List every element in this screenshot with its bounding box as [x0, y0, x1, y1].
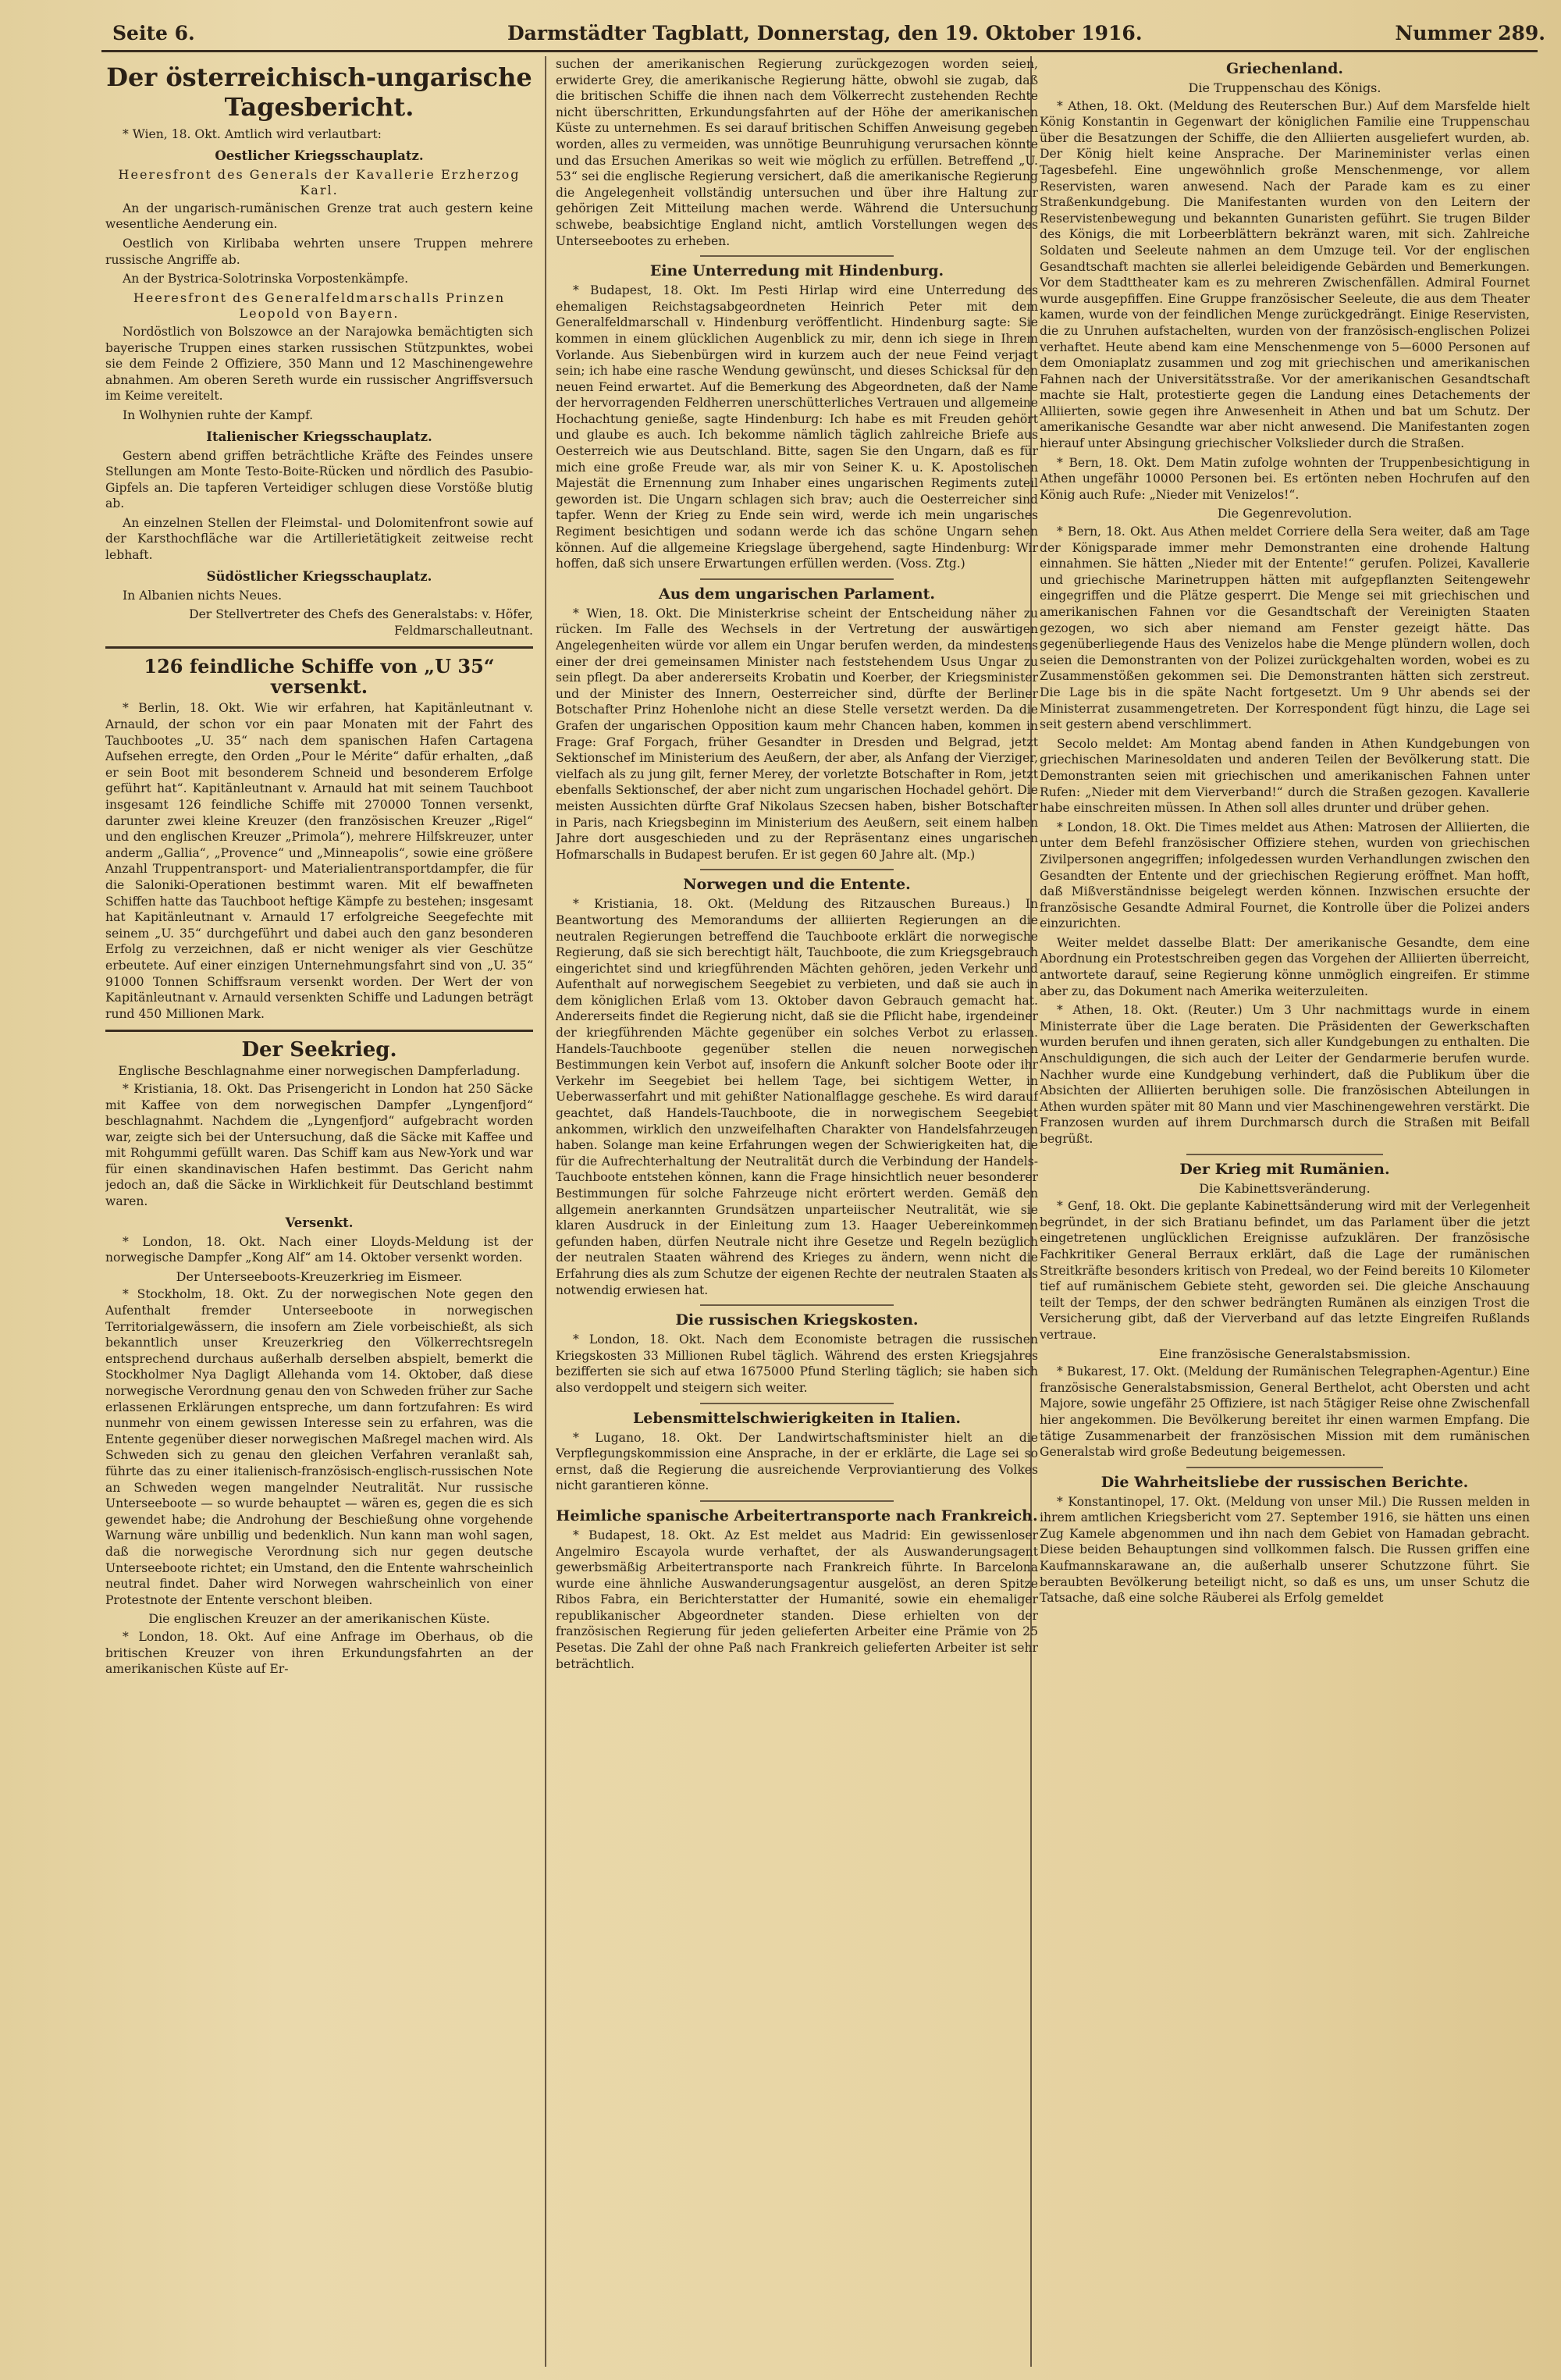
subheading-mission: Eine französische Generalstabsmission. [1158, 1346, 1411, 1361]
section-divider [700, 255, 893, 257]
subheading-cabinet: Die Kabinettsveränderung. [1199, 1180, 1371, 1196]
subheading-troop-review: Die Truppenschau des Königs. [1188, 80, 1381, 95]
section-divider [700, 869, 893, 870]
heading-russian-costs: Die russischen Kriegskosten. [675, 1311, 919, 1329]
paragraph: * Kristiania, 18. Okt. Das Prisengericht in London hat 250 Säcke mit Kaffee von dem norwegischen Dampfer „Lyngenfjord“ beschlagnahmt. Nachdem die „Lyngenfjord“ aufgebracht worden war, zeigte sich bei der Untersuchung, daß die Säcke mit Kaffee und mit Rohgummi gefüllt waren. Das Schiff kam aus New-York und war für einen skandinavischen Hafen bestimmt. Das Gericht nahm jedoch an, daß die Säcke in Wirklichkeit für Deutschland bestimmt waren. [105, 1081, 533, 1209]
section-divider [105, 1030, 533, 1032]
paragraph: * Konstantinopel, 17. Okt. (Meldung von unser Mil.) Die Russen melden in ihrem amtlichen Kriegsbericht vom 27. September 1916, sie hätten uns einen Zug Kamele abgenommen und ihn nach dem Gebiet von Hamadan gebracht. Diese beiden Behauptungen sind vollkommen falsch. Die Russen griffen eine Kaufmannskarawane an, die außerhalb unserer Schutzzone führt. Sie beraubten Bevölkerung beteiligt nicht, so daß es uns, um unser Schutz die Tatsache, daß eine solche Räuberei als Erfolg gemeldet [1040, 1494, 1530, 1606]
headline-austro-hungarian-report: Der österreichisch-ungarische Tagesbericht. [106, 62, 532, 122]
masthead-rule [101, 50, 1538, 52]
paragraph: * Bern, 18. Okt. Dem Matin zufolge wohnten der Truppenbesichtigung in Athen ungefähr 10000 Personen bei. Es ertönten neben Hochrufen auf den König auch Rufe: „Nieder mit Venizelos!“. [1040, 455, 1530, 502]
heading-eastern-front: Oestlicher Kriegsschauplatz. [215, 148, 424, 163]
paragraph: * Bern, 18. Okt. Aus Athen meldet Corriere della Sera weiter, daß am Tage der Königsparade immer mehr Demonstranten eine drohende Haltung einnahmen. Sie hätten „Nieder mit der Entente!“ gerufen. Polizei, Kavallerie und griechische Marinetruppen hätten mit aufgepflanzten Seitengewehr eingegriffen und die Plätze gesperrt. Die Menge sei mit griechischen und amerikanischen Fahnen vor die Gesandtschaft der Vereinigten Staaten gezogen, wo sich aber niemand am Fenster gezeigt hätte. Das gegenüberliegende Haus des Venizelos habe die Menge plündern wollen, doch seien die Demonstranten von der Polizei zurückgehalten worden, wobei es zu Zusammenstößen gekommen sei. Die Demonstranten hätten sich zerstreut. Die Lage bis in die späte Nacht fortgesetzt. Um 9 Uhr abends sei der Ministerrat zusammengetreten. Der Korrespondent fügt hinzu, die Lage sei seit gestern abend verschlimmert. [1040, 525, 1530, 732]
page-label: Seite 6. [112, 22, 195, 44]
paragraph: * Budapest, 18. Okt. Az Est meldet aus Madrid: Ein gewissenloser Angelmiro Escayola wurde verhaftet, der als Auswanderungsagent gewerbsmäßig Arbeitertransporte nach Frankreich führte. In Barcelona wurde eine ähnliche Auswanderungsagentur ausgelöst, an deren Spitze Ribos Fabra, ein Berichterstatter der Humanité, sowie ein ehemaliger republikanischer Abgeordneter standen. Diese erhielten von der französischen Regierung für jeden gelieferten Arbeiter eine Prämie von 25 Pesetas. Die Zahl der ohne Paß nach Frankreich gelieferten Arbeiter ist sehr beträchtlich. [556, 1528, 1038, 1671]
paragraph: * London, 18. Okt. Nach dem Economiste betragen die russischen Kriegskosten 33 Millionen Rubel täglich. Während des ersten Kriegsjahres bezifferten sie sich auf etwa 1675000 Pfund Sterling täglich; sie haben sich also verdoppelt und steigern sich weiter. [556, 1332, 1038, 1395]
section-divider [1186, 1154, 1382, 1155]
subheading-uboat-arctic: Der Unterseeboots-Kreuzerkrieg im Eismeer. [176, 1268, 463, 1284]
paragraph: * Kristiania, 18. Okt. (Meldung des Ritzauschen Bureaus.) In Beantwortung des Memorandums der alliierten Regierungen an die neutralen Regierungen betreffend die Tauchboote erklärt die norwegische Regierung, daß sie sich berechtigt hält, Tauchboote, die zum Kriegsgebrauch eingerichtet sind und kriegführenden Mächten gehören, jeden Verkehr und Aufenthalt auf norwegischem Seegebiet zu verbieten, und daß sie auch in dem königlichen Erlaß vom 13. Oktober davon Gebrauch gemacht hat. Andererseits findet die Regierung nicht, daß sie die Pflicht habe, irgendeiner der kriegführenden Mächte gegenüber ein solches Verbot zu erlassen. Handels-Tauchboote gegenüber stellen die neuen norwegischen Bestimmungen kein Verbot auf, insofern die Ankunft solcher Boote oder ihr Verkehr im Seegebiet bei hellem Tage, bei sichtigem Wetter, in Ueberwasserfahrt und mit gehißter Nationalflagge geschehe. Es wird darauf geachtet, daß Handels-Tauchboote, die in norwegischem Seegebiet ankommen, wirklich den unzweifelhaften Charakter von Handelsfahrzeugen haben. Solange man keine Erfahrungen wegen der Schwierigkeiten hat, die für die Aufrechterhaltung der Neutralität durch die Verbindung der Handels-Tauchboote entstehen können, kann die Frage hinsichtlich neuer besonderer Bestimmungen für solche Fahrzeuge nicht erörtert werden. Gemäß den allgemein anerkannten Grundsätzen unparteiischer Neutralität, wie sie klaren Ausdruck in der Einleitung zum 13. Haager Uebereinkommen gefunden haben, dürfen Neutrale nicht ihre Gesetze und Regeln bezüglich der neutralen Staaten während des Krieges zu ändern, wenn nicht die Erfahrung dies als zum Schutze der eigenen Rechte der neutralen Staaten als notwendig erwiesen hat. [556, 897, 1038, 1297]
heading-sunk: Versenkt. [285, 1215, 354, 1230]
section-divider [700, 1403, 893, 1404]
heading-romania-war: Der Krieg mit Rumänien. [1179, 1160, 1390, 1178]
heading-italy-food: Lebensmittelschwierigkeiten in Italien. [632, 1409, 962, 1427]
masthead [78, 17, 1545, 48]
subheading-front-karl: Heeresfront des Generals der Kavallerie Erzherzog Karl. [118, 166, 521, 198]
section-divider [105, 646, 533, 649]
heading-spanish-workers: Heimliche spanische Arbeitertransporte nach Frankreich. [556, 1507, 1038, 1524]
dateline: * Wien, 18. Okt. Amtlich wird verlautbart: [123, 127, 382, 141]
heading-parliament: Aus dem ungarischen Parlament. [658, 585, 936, 603]
headline-naval-war: Der Seekrieg. [241, 1038, 397, 1062]
heading-greece: Griechenland. [1225, 60, 1344, 77]
heading-russian-reports: Die Wahrheitsliebe der russischen Berichte. [1101, 1473, 1469, 1491]
section-divider [1186, 1467, 1382, 1468]
column-2 [556, 56, 1038, 2367]
paragraph: * Stockholm, 18. Okt. Zu der norwegischen Note gegen den Aufenthalt fremder Unterseeboote in norwegischen Territorialgewässern, die insofern am Ziele vorbeischießt, als sich bekanntlich unser Kreuzerkrieg den Völkerrechtsregeln entsprechend durchaus außerhalb derselben abspielt, bemerkt die Stockholmer Nya Dagligt Allehanda vom 14. Oktober, daß diese norwegische Verordnung genau den von Schweden früher zur Sache erlassenen Erklärungen entspreche, um dann fortzufahren: Es wird nunmehr von einem gewissen Interesse sein zu erfahren, was die Entente gegenüber dieser norwegischen Maßregel machen wird. Als Schweden sich zu genau den gleichen Verfahren veranlaßt sah, führte das zu einer italienisch-französisch-englisch-russischen Note an Schweden wegen mangelnder Neutralität. Nur russische Unterseeboote — so wurde behauptet — wären es, gegen die es sich gewendet habe; die Androhung der Beschießung ohne vorgehende Warnung wäre unbillig und bedenklich. Nun kann man wohl sagen, daß die norwegische Verordnung sich nur gegen deutsche Unterseeboote richtet; ein Umstand, den die Entente wahrscheinlich neutral findet. Daher wird Norwegen wahrscheinlich von einer Protestnote der Entente verschont bleiben. [105, 1287, 533, 1607]
heading-norway-entente: Norwegen und die Entente. [683, 876, 911, 894]
issue-number: Nummer 289. [1395, 22, 1545, 44]
headline-u35: 126 feindliche Schiffe von „U 35“ versenkt. [144, 655, 495, 699]
heading-southeast-front: Südöstlicher Kriegsschauplatz. [206, 568, 432, 584]
paragraph: Gestern abend griffen beträchtliche Kräfte des Feindes unsere Stellungen am Monte Testo-Boite-Rücken und nördlich des Pasubio-Gipfels an. Die tapferen Verteidiger schlugen diese Vorstöße blutig ab. [105, 448, 533, 511]
column-divider-1 [545, 56, 546, 2367]
paragraph: * Lugano, 18. Okt. Der Landwirtschaftsminister hielt an die Verpflegungskommission eine Ansprache, in der er erklärte, die Lage sei so ernst, daß die Regierung die ausreichende Verproviantierung des Volkes nicht garantieren könne. [556, 1430, 1038, 1493]
paragraph: * Bukarest, 17. Okt. (Meldung der Rumänischen Telegraphen-Agentur.) Eine französische Generalstabsmission, General Berthelot, acht Obersten und acht Majore, sowie ungefähr 25 Offiziere, ist nach 5tägiger Reise ohne Zwischenfall hier angekommen. Die Bevölkerung bereitet ihr einen warmen Empfang. Die tätige Zusammenarbeit der französischen Mission mit dem rumänischen Generalstab wird große Bedeutung beigemessen. [1040, 1364, 1530, 1460]
heading-hindenburg: Eine Unterredung mit Hindenburg. [649, 262, 944, 280]
paragraph: * Budapest, 18. Okt. Im Pesti Hirlap wird eine Unterredung des ehemaligen Reichstagsabgeordneten Heinrich Peter mit dem Generalfeldmarschall v. Hindenburg veröffentlicht. Hindenburg sagte: Sie kommen in einem glücklichen Augenblick zu mir, denn ich siege in Ihrem Vorlande. Aus Siebenbürgen wird in kurzem auch der neue Feind verjagt sein; ich habe eine rasche Wendung gewünscht, und dieses Schicksal für den neuen Feind erwartet. Auf die Bemerkung des Abgeordneten, daß der Name der hervorragenden Feldherren unerschütterliches Vertrauen und allgemeine Hochachtung genieße, sagte Hindenburg: Ich habe es mit Freuden gehört und glaube es auch. Ich bekomme nämlich täglich zahlreiche Briefe aus Oesterreich wie aus Deutschland. Bitte, sagen Sie den Ungarn, daß es für mich eine große Freude war, als mir von Seiner K. u. K. Apostolischen Majestät die Ernennung zum Inhaber eines ungarischen Regiments zuteil geworden ist. Die Ungarn schlagen sich brav; auch die Oesterreicher sind tapfer. Wenn der Krieg zu Ende sein wird, werde ich mein ungarisches Regiment besichtigen und sodann werde ich das schöne Ungarn sehen können. Auf die allgemeine Kriegslage übergehend, sagte Hindenburg: Wir hoffen, daß sich unsere Erwartungen erfüllen werden. (Voss. Ztg.) [556, 283, 1038, 571]
paragraph: * Genf, 18. Okt. Die geplante Kabinettsänderung wird mit der Verlegenheit begründet, in der sich Bratianu befindet, um das Parlament über die jetzt eingetretenen unglücklichen Ereignisse aufzuklären. Der französische Fachkritiker General Berraux erklärt, daß die Lage der rumänischen Streitkräfte besonders kritisch von Predeal, wo der Feind bereits 10 Kilometer tief auf rumänischem Gebiete steht, geworden sei. Die gleiche Anschauung teilt der Temps, der den schwer bedrängten Rumänen als einzigen Trost die Versicherung gibt, daß der Vierverband auf das letzte Eingreifen Rußlands vertraue. [1040, 1199, 1530, 1342]
column-1 [105, 56, 533, 2367]
signature: Der Stellvertreter des Chefs des Generalstabs: v. Höfer, Feldmarschalleutnant. [189, 607, 533, 638]
paragraph: An der Bystrica-Solotrinska Vorpostenkämpfe. [123, 272, 409, 286]
paragraph: * Wien, 18. Okt. Die Ministerkrise scheint der Entscheidung näher zu rücken. Im Falle des Wechsels in der Vertretung der auswärtigen Angelegenheiten würde vor allem ein Ungar berufen werden, da mindestens einer der drei gemeinsamen Minister nach feststehendem Usus Ungar zu sein pflegt. Da aber andererseits Krobatin und Koerber, der Kriegsminister und der Minister des Innern, Oesterreicher sind, dürfte der Berliner Botschafter Prinz Hohenlohe nicht an diese Stelle versetzt werden. Da die Grafen der ungarischen Opposition kaum mehr Chancen haben, kommen in Frage: Graf Forgach, früher Gesandter in Dresden und Belgrad, jetzt Sektionschef im Ministerium des Aeußern, der aber, als Anfang der Vierziger, vielfach als zu jung gilt, ferner Merey, der vorletzte Botschafter in Rom, jetzt ebenfalls Sektionschef, der aber nicht zum ungarischen Hochadel gehört. Die meisten Aussichten dürfte Graf Nikolaus Szecsen haben, bisher Botschafter in Paris, nach Kriegsbeginn im Ministerium des Aeußern, seit einem halben Jahre dort ausgeschieden und zu der Repräsentanz eines ungarischen Hofmarschalls in Budapest berufen. Er ist gegen 60 Jahre alt. (Mp.) [556, 606, 1038, 862]
heading-italian-front: Italienischer Kriegsschauplatz. [206, 429, 432, 444]
column-3 [1040, 56, 1530, 2367]
paragraph: * Athen, 18. Okt. (Meldung des Reuterschen Bur.) Auf dem Marsfelde hielt König Konstantin in Gegenwart der königlichen Familie eine Truppenschau über die Besatzungen der Schiffe, die den Alliierten ausgeliefert wurden, ab. Der König hielt keine Ansprache. Der Marineminister verlas einen Tagesbefehl. Eine ungewöhnlich große Menschenmenge, vor allem Reservisten, waren anwesend. Nach der Parade kam es zu einer Straßenkundgebung. Die Manifestanten wurden von den Leitern der Reservistenbewegung und bekannten Gunaristen geführt. Sie trugen Bilder des Königs, die mit Lorbeerblättern bekränzt waren, mit sich. Zahlreiche Soldaten und Seeleute nahmen an dem Umzuge teil. Vor der englischen Gesandtschaft machten sie allerlei beleidigende Gebärden und Bemerkungen. Vor dem Stadttheater kam es zu mehreren Zwischenfällen. Admiral Fournet wurde ausgepfiffen. Eine Gruppe französischer Seeleute, die aus dem Theater kamen, wurde von der feindlichen Menge zurückgedrängt. Einige Reservisten, die zu Unruhen aufstachelten, wurden von der französisch-englischen Polizei verhaftet. Heute abend kam eine Menschenmenge von 5—6000 Personen auf dem Omoniaplatz zusammen und zog mit griechischen und amerikanischen Fahnen nach der Universitätsstraße. Vor der amerikanischen Gesandtschaft machte sie Halt, protestierte gegen die Landung eines Detachements der Alliierten, sowie gegen ihre Anwesenheit in Athen und bat um Schutz. Der amerikanische Gesandte war aber nicht anwesend. Die Manifestanten zogen hierauf unter Absingung griechischer Volkslieder durch die Straßen. [1040, 98, 1530, 451]
section-divider [700, 578, 893, 580]
paragraph: * London, 18. Okt. Nach einer Lloyds-Meldung ist der norwegische Dampfer „Kong Alf“ am 14. Oktober versenkt worden. [105, 1234, 533, 1265]
paragraph: Oestlich von Kirlibaba wehrten unsere Truppen mehrere russische Angriffe ab. [105, 236, 533, 267]
paragraph: * Athen, 18. Okt. (Reuter.) Um 3 Uhr nachmittags wurde in einem Ministerrate über die Lage beraten. Die Präsidenten der Gewerkschaften wurden berufen und ihnen geraten, sich aller Kundgebungen zu enthalten. Die Anschuldigungen, die sich auch der Leiter der Gendarmerie berufen wurde. Nachher wurde eine Kundgebung verhindert, daß die Publikum über die Absichten der Alliierten beruhigen solle. Die französischen Abteilungen in Athen wurden später mit 80 Mann und vier Maschinengewehren verstärkt. Die Franzosen wurden auf ihrem Durchmarsch durch die Straßen mit Beifall begrüßt. [1040, 1003, 1530, 1146]
paragraph: Weiter meldet dasselbe Blatt: Der amerikanische Gesandte, dem eine Abordnung ein Protestschreiben gegen das Vorgehen der Alliierten überreicht, antwortete darauf, seine Regierung könne unmöglich eingreifen. Er stimme aber zu, das Dokument nach Amerika weiterzuleiten. [1040, 935, 1530, 998]
section-divider [700, 1304, 893, 1306]
paragraph: In Albanien nichts Neues. [123, 588, 283, 603]
paragraph: * London, 18. Okt. Auf eine Anfrage im Oberhaus, ob die britischen Kreuzer von ihren Erkundungsfahrten an der amerikanischen Küste auf Er- [105, 1629, 533, 1677]
paragraph: suchen der amerikanischen Regierung zurückgezogen worden seien, erwiderte Grey, die amerikanische Regierung hätte, obwohl sie zugab, daß die britischen Schiffe die ihnen nach dem Völkerrecht zustehenden Rechte nicht überschritten, Erkundungsfahrten auf der Höhe der amerikanischen Küste zu unternehmen. Es sei darauf britischen Schiffen Anweisung gegeben worden, alles zu vermeiden, was unnötige Beunruhigung verursachen könnte und das Ersuchen Amerikas so weit wie möglich zu erfüllen. Betreffend „U. 53“ sei die englische Regierung versichert, daß die amerikanische Regierung die Angelegenheit vollständig untersuchen und über ihre Haltung zur gehörigen Zeit Mitteilung machen werde. Während die Untersuchung schwebe, beabsichtige England nicht, amtlich Vorstellungen wegen des Unterseebootes zu erheben. [556, 57, 1038, 248]
subheading-front-leopold: Heeresfront des Generalfeldmarschalls Prinzen Leopold von Bayern. [133, 290, 506, 322]
paper-title-date: Darmstädter Tagblatt, Donnerstag, den 19. Oktober 1916. [507, 22, 1143, 44]
subheading-counter-revolution: Die Gegenrevolution. [1217, 506, 1353, 521]
subheading-norway-cargo: Englische Beschlagnahme einer norwegischen Dampferladung. [118, 1063, 521, 1079]
paragraph: Secolo meldet: Am Montag abend fanden in Athen Kundgebungen von griechischen Marinesoldaten und anderen Teilen der Bevölkerung statt. Die Demonstranten seien mit griechischen und amerikanischen Fahnen unter Rufen: „Nieder mit dem Vierverband!“ durch die Straßen gezogen. Kavallerie habe einschreiten müssen. In Athen soll alles drunter und drüber gehen. [1040, 736, 1530, 816]
paragraph: In Wolhynien ruhte der Kampf. [123, 407, 314, 422]
paragraph: An einzelnen Stellen der Fleimstal- und Dolomitenfront sowie auf der Karsthochfläche war die Artillerietätigkeit zeitweise recht lebhaft. [105, 515, 533, 563]
subheading-us-coast: Die englischen Kreuzer an der amerikanischen Küste. [148, 1611, 490, 1627]
paragraph: Nordöstlich von Bolszowce an der Narajowka bemächtigten sich bayerische Truppen eines starken russischen Stützpunktes, wobei sie dem Feinde 2 Offiziere, 350 Mann und 12 Maschinengewehre abnahmen. Am oberen Sereth wurde ein russischer Angriffsversuch im Keime vereitelt. [105, 324, 533, 404]
paragraph: * London, 18. Okt. Die Times meldet aus Athen: Matrosen der Alliierten, die unter dem Befehl französischer Offiziere stehen, wurden von griechischen Zivilpersonen angegriffen; infolgedessen wurden Verhandlungen zwischen den Gesandten der Entente und der griechischen Regierung eröffnet. Man hofft, daß Mißverständnisse beigelegt werden können. Inzwischen ersuchte der französische Gesandte Admiral Fournet, die Kontrolle über die Polizei anders einzurichten. [1040, 820, 1530, 931]
section-divider [700, 1500, 893, 1502]
paragraph: * Berlin, 18. Okt. Wie wir erfahren, hat Kapitänleutnant v. Arnauld, der schon vor ein paar Monaten mit der Fahrt des Tauchbootes „U. 35“ nach dem spanischen Hafen Cartagena Aufsehen erregte, den Orden „Pour le Mérite“ dafür erhalten, „daß er sein Boot mit besonderem Schneid und besonderem Erfolge geführt hat“. Kapitänleutnant v. Arnauld hat mit seinem Tauchboot insgesamt 126 feindliche Schiffe mit 270000 Tonnen versenkt, darunter zwei kleine Kreuzer (den französischen Kreuzer „Rigel“ und den englischen Kreuzer „Primola“), mehrere Hilfskreuzer, unter anderm „Gallia“, „Provence“ und „Minneapolis“, sowie eine größere Anzahl Truppentransport- und Materialientransportdampfer, die für die Saloniki-Operationen bestimmt waren. Mit elf bewaffneten Schiffen hatte das Tauchboot heftige Kämpfe zu bestehen; insgesamt hat Kapitänleutnant v. Arnauld 17 erfolgreiche Seegefechte mit seinem „U. 35“ durchgeführt und dabei auch den ganz besonderen Erfolg zu verzeichnen, daß er nicht weniger als vier Geschütze erbeutete. Auf einer einzigen Unternehmungsfahrt sind von „U. 35“ 91000 Tonnen Schiffsraum versenkt worden. Der Wert der von Kapitänleutnant v. Arnauld versenkten Schiffe und Ladungen beträgt rund 450 Millionen Mark. [105, 701, 533, 1021]
paragraph: An der ungarisch-rumänischen Grenze trat auch gestern keine wesentliche Aenderung ein. [105, 201, 533, 232]
